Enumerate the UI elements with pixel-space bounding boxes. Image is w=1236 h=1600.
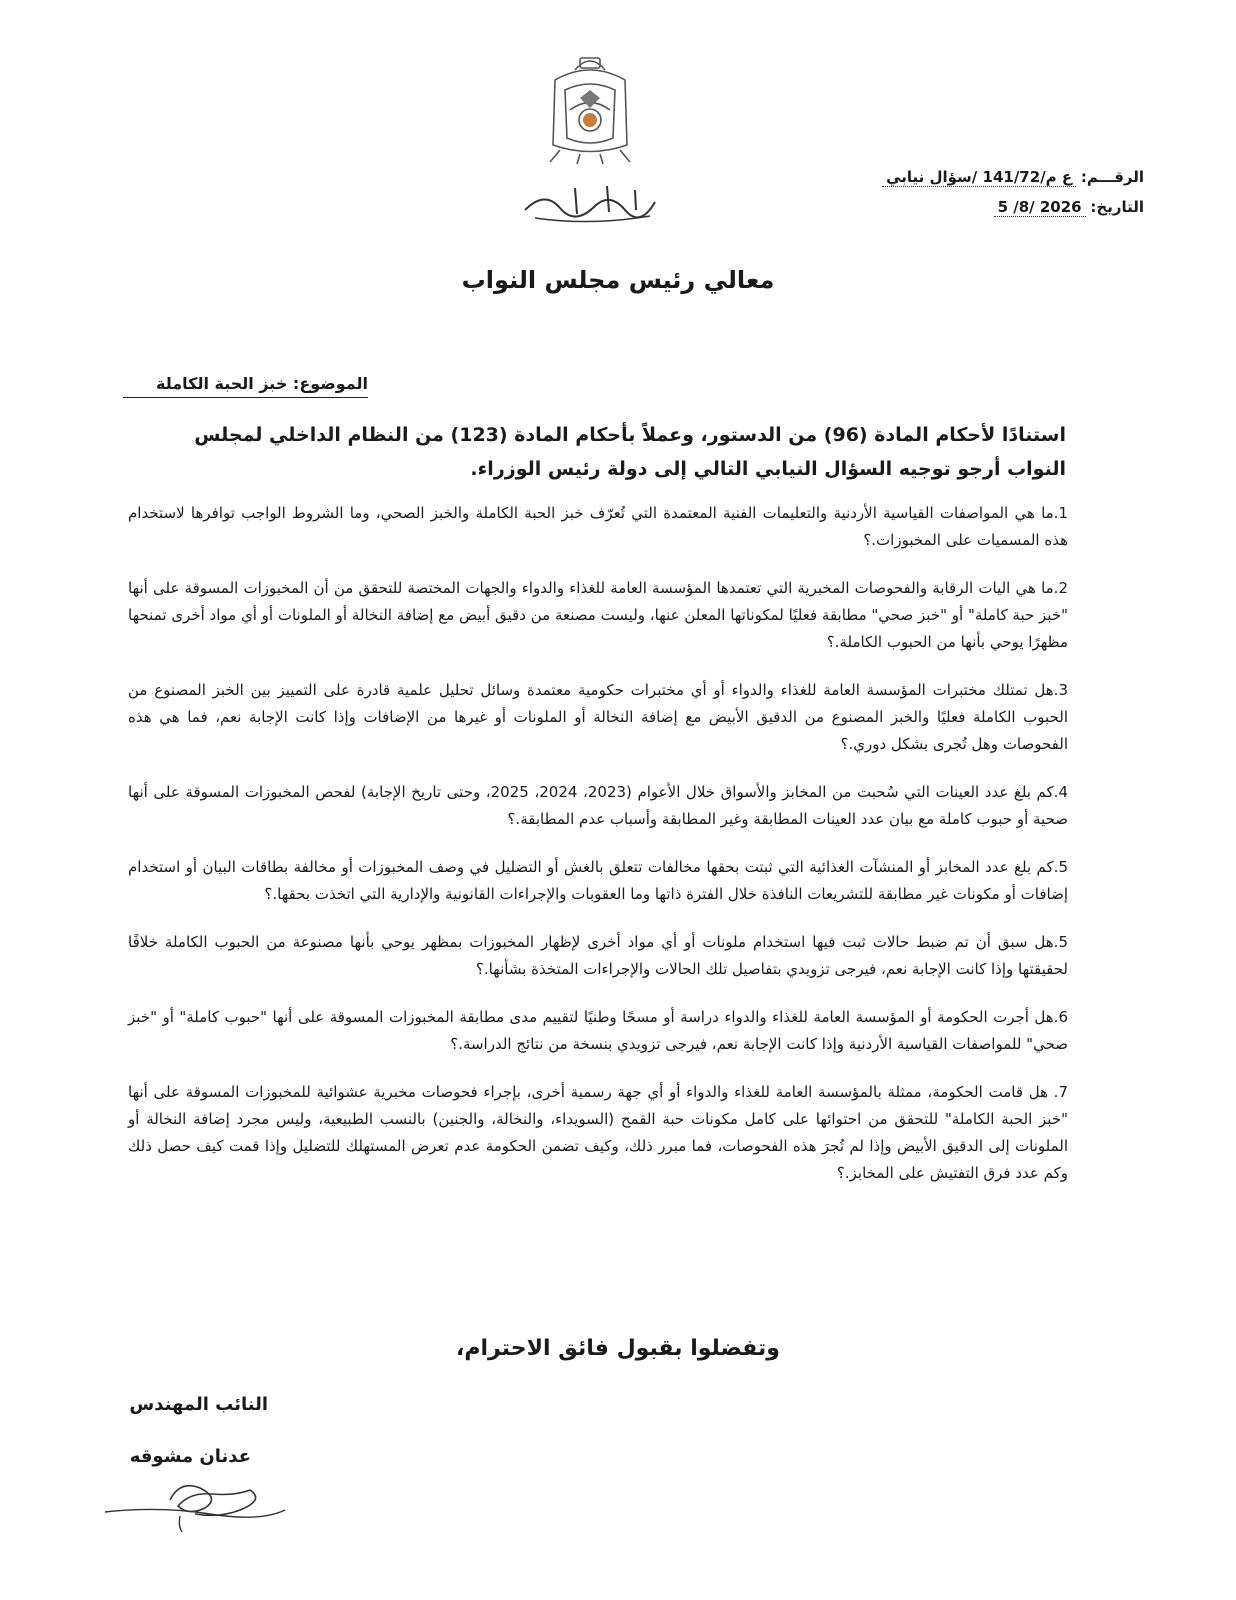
signatory-title: النائب المهندس — [129, 1394, 268, 1415]
jordan-coat-of-arms-emblem — [535, 50, 645, 165]
signatory-name: عدنان مشوقه — [129, 1446, 251, 1467]
question-item: 3.هل تمتلك مختبرات المؤسسة العامة للغذاء والدواء أو أي مختبرات حكومية معتمدة وسائل تحليل علمية قادرة على التمييز بين الخبز المصنوع من الحبوب الكاملة فعليًا والخبز المصنوع من الدقيق الأبيض مع إضافة النخالة أو الملونات أو غيرها من الإضافات وإذا كانت الإجابة نعم، فما هي هذه الفحوصات وهل تُجرى بشكل دوري.؟ — [128, 681, 1068, 753]
question-item: 5.كم بلغ عدد المخابز أو المنشآت الغذائية التي ثبتت بحقها مخالفات تتعلق بالغش أو التضليل في وصف المخبوزات أو مخالفة بطاقات البيان أو استخدام إضافات أو مكونات غير مطابقة للتشريعات النافذة خلال الفترة ذاتها وما العقوبات والإجراءات القانونية والإدارية التي اتخذت بحقها.؟ — [128, 858, 1068, 903]
question-item: 6.هل أجرت الحكومة أو المؤسسة العامة للغذاء والدواء دراسة أو مسحًا وطنيًا لتقييم مدى مطابقة المخبوزات المسوقة على أنها "حبوب كاملة" أو "خبز صحي" للمواصفات القياسية الأردنية وإذا كانت الإجابة نعم، فيرجى تزويدي بنسخة من نتائج الدراسة.؟ — [128, 1008, 1068, 1053]
handwritten-signature — [100, 1470, 290, 1540]
question-item: 5.هل سبق أن تم ضبط حالات ثبت فيها استخدام ملونات أو أي مواد أخرى لإظهار المخبوزات بمظهر يوحي بأنها مصنوعة من الحبوب الكاملة خلافًا لحقيقتها وإذا كانت الإجابة نعم، فيرجى تزويدي بتفاصيل تلك الحالات والإجراءات المتخذة بشأنها.؟ — [128, 933, 1068, 978]
addressee-heading: معالي رئيس مجلس النواب — [461, 266, 775, 294]
subject-line: الموضوع: خبز الحبة الكاملة — [156, 374, 368, 393]
council-logo-calligraphy — [500, 180, 680, 224]
reference-number-label: الرقـــم: — [1080, 168, 1144, 186]
reference-block — [824, 162, 1144, 222]
reference-number-row — [824, 162, 1144, 192]
question-item: 2.ما هي اليات الرقابة والفحوصات المخبرية التي تعتمدها المؤسسة العامة للغذاء والدواء والجهات المختصة للتحقق من أن المخبوزات المسوقة على أنها "خبز حبة كاملة" أو "خبز صحي" مطابقة فعليًا لمكوناتها المعلن عنها، وليست مصنعة من دقيق أبيض مع إضافة النخالة أو الملونات أو أي مواد أخرى تمنحها مظهرًا يوحي بأنها من الحبوب الكاملة.؟ — [128, 579, 1068, 651]
date-value: 2026 /8/ 5 — [994, 198, 1086, 217]
question-item: 4.كم بلغ عدد العينات التي سُحبت من المخابز والأسواق خلال الأعوام (2023، 2024، 2025، وحتى تاريخ الإجابة) لفحص المخبوزات المسوقة على أنها صحية أو حبوب كاملة مع بيان عدد العينات المطابقة وغير المطابقة وأسباب عدم المطابقة.؟ — [128, 783, 1068, 828]
question-item: 7. هل قامت الحكومة، ممثلة بالمؤسسة العامة للغذاء والدواء أو أي جهة رسمية أخرى، بإجراء فحوصات مخبرية عشوائية للمخبوزات المسوقة على أنها "خبز الحبة الكاملة" للتحقق من احتوائها على كامل مكونات حبة القمح (السويداء، والنخالة، والجنين) بالنسب الطبيعية، وليس مجرد إضافة النخالة أو الملونات إلى الدقيق الأبيض وإذا لم تُجرَ هذه الفحوصات، فما مبرر ذلك، وكيف تضمن الحكومة عدم تعرض المستهلك للتضليل وإذا قمت كيف حصل ذلك وكم عدد فرق التفتيش على المخابز.؟ — [128, 1083, 1068, 1182]
intro-paragraph: استنادًا لأحكام المادة (96) من الدستور، وعملاً بأحكام المادة (123) من النظام الداخلي لمجلس النواب أرجو توجيه السؤال النيابي التالي إلى دولة رئيس الوزراء. — [194, 424, 1066, 480]
date-row — [824, 192, 1144, 222]
council-calligraphy-mark — [515, 180, 665, 224]
questions-list — [128, 500, 1068, 1208]
reference-number-value: ع م/141/72 /سؤال نيابي — [882, 168, 1076, 187]
closing-line: وتفضلوا بقبول فائق الاحترام، — [456, 1336, 780, 1361]
question-item: 1.ما هي المواصفات القياسية الأردنية والتعليمات الفنية المعتمدة التي تُعرّف خبز الحبة الكاملة والخبز الصحي، وما الشروط الواجب توافرها لاستخدام هذه المسميات على المخبوزات.؟ — [128, 504, 1068, 549]
subject-underline — [123, 397, 368, 398]
date-label: التاريخ: — [1090, 198, 1144, 216]
